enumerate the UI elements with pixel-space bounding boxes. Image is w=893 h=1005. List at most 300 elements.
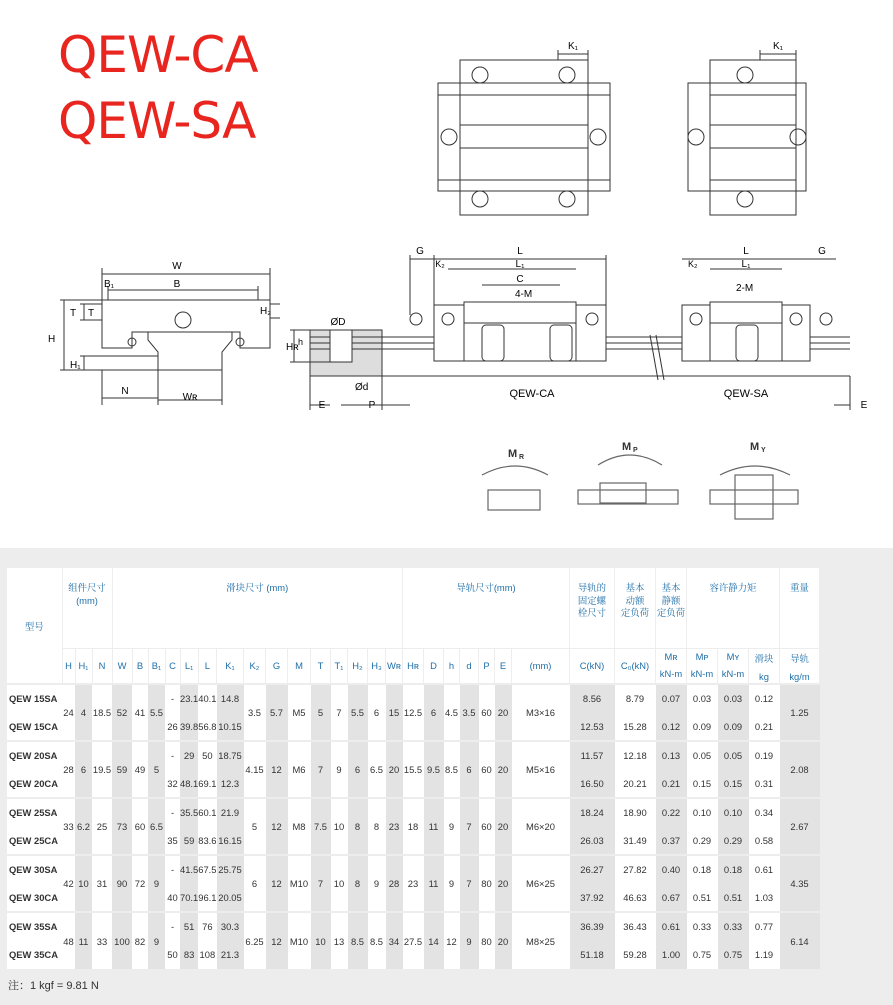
my-cell: 0.10 [718, 798, 749, 827]
subheader-15 [348, 648, 368, 684]
l-cell: 60.1 [198, 798, 216, 827]
mr-cell: 0.13 [656, 741, 687, 770]
m-cell: M10 [288, 912, 311, 969]
hr-cell: 18 [403, 798, 424, 855]
b1-cell: 6.5 [148, 798, 165, 855]
k1-cell: 12.3 [217, 770, 244, 799]
l-cell: 108 [198, 941, 216, 970]
block-weight-cell: 0.58 [749, 827, 780, 856]
t-cell: 5 [311, 684, 331, 741]
k2-label-sa: K₂ [688, 259, 698, 269]
small-d-label: Ød [355, 382, 369, 393]
subheader-label: E [499, 660, 507, 672]
my-sub: Y [761, 447, 766, 454]
top-view-drawing [430, 35, 820, 220]
weight-group-header: 重量 [780, 568, 820, 648]
g-label-ca: G [416, 246, 424, 257]
n-cell: 19.5 [92, 741, 112, 798]
h1-label: H₁ [70, 360, 81, 371]
subheader-label: h [448, 660, 455, 672]
block-weight-cell: 0.31 [749, 770, 780, 799]
b1-cell: 9 [148, 912, 165, 969]
model-cell: QEW 15CA [7, 713, 62, 742]
subheader-29 [718, 648, 749, 684]
k1-label-sa: K₁ [772, 41, 784, 52]
small-d-cell: 6 [460, 741, 479, 798]
b-cell: 72 [132, 855, 148, 912]
subheader-7 [180, 648, 198, 684]
subheader-4 [132, 648, 148, 684]
h1-cell: 11 [75, 912, 92, 969]
n-cell: 25 [92, 798, 112, 855]
l1-cell: 39.8 [180, 713, 198, 742]
k1-cell: 18.75 [217, 741, 244, 770]
g-cell: 5.7 [266, 684, 288, 741]
my-cell: 0.03 [718, 684, 749, 713]
small-h-cell: 9 [444, 798, 460, 855]
my-cell: 0.15 [718, 770, 749, 799]
my-cell: 0.29 [718, 827, 749, 856]
rail-weight-cell: 4.35 [780, 855, 820, 912]
subheader-label: B [136, 660, 144, 672]
unit-label: kN-m [659, 667, 683, 679]
block-weight-cell: 0.19 [749, 741, 780, 770]
my-cell: 0.09 [718, 713, 749, 742]
subheader-16 [368, 648, 386, 684]
mr-cell: 0.12 [656, 713, 687, 742]
g-cell: 12 [266, 912, 288, 969]
moment-group-header: 容许静力矩 [687, 568, 780, 648]
m-cell: M8 [288, 798, 311, 855]
c-label: C [516, 274, 524, 285]
w-cell: 90 [112, 855, 132, 912]
subheader-21 [460, 648, 479, 684]
subheader-18 [403, 648, 424, 684]
l-cell: 69.1 [198, 770, 216, 799]
model-cell: QEW 30CA [7, 884, 62, 913]
block-weight-cell: 0.34 [749, 798, 780, 827]
subheader-label: C [169, 660, 176, 672]
mp-cell: 0.33 [687, 912, 718, 941]
hr-cell: 15.5 [403, 741, 424, 798]
c-cell: 26 [165, 713, 180, 742]
g-cell: 12 [266, 855, 288, 912]
t-cell: 10 [311, 912, 331, 969]
my-cell: 0.75 [718, 941, 749, 970]
l1-cell: 48.1 [180, 770, 198, 799]
subheader-label: T [317, 660, 324, 672]
subheader-label: M [295, 660, 303, 672]
small-d-cell: 3.5 [460, 684, 479, 741]
mp-cell: 0.29 [687, 827, 718, 856]
k1-cell: 21.9 [217, 798, 244, 827]
w-cell: 52 [112, 684, 132, 741]
l1-cell: 23.1 [180, 684, 198, 713]
block-weight-cell: 0.77 [749, 912, 780, 941]
e-cell: 20 [495, 684, 512, 741]
p-cell: 60 [479, 798, 495, 855]
p-cell: 80 [479, 912, 495, 969]
wr-cell: 23 [386, 798, 403, 855]
h3-cell: 6 [368, 684, 386, 741]
wr-cell: 20 [386, 741, 403, 798]
rail-group-header: 导轨尺寸(mm) [403, 568, 570, 648]
subheader-label: C₀(kN) [620, 660, 650, 672]
subheader-label: H [65, 660, 72, 672]
static-load-cell: 59.28 [615, 941, 656, 970]
rail-weight-cell: 6.14 [780, 912, 820, 969]
l-label-ca: L [517, 246, 523, 257]
mr-cell: 0.22 [656, 798, 687, 827]
e-cell: 20 [495, 798, 512, 855]
block-group-header: 滑块尺寸 (mm) [112, 568, 403, 648]
model-cell: QEW 25SA [7, 798, 62, 827]
bolt-cell: M5×16 [512, 741, 570, 798]
e-cell: 20 [495, 855, 512, 912]
h1-cell: 6 [75, 741, 92, 798]
small-d-cell: 7 [460, 798, 479, 855]
qew-sa-label: QEW-SA [723, 388, 769, 400]
mr-cell: 0.21 [656, 770, 687, 799]
subheader-label: Wʀ [387, 660, 401, 672]
subheader-31 [780, 648, 820, 684]
n-cell: 18.5 [92, 684, 112, 741]
d-cell: 11 [424, 798, 444, 855]
l1-cell: 41.5 [180, 855, 198, 884]
subheader-13 [311, 648, 331, 684]
my-cell: 0.51 [718, 884, 749, 913]
table-row [7, 798, 820, 827]
model-cell: QEW 20CA [7, 770, 62, 799]
l-cell: 76 [198, 912, 216, 941]
bolt-cell: M8×25 [512, 912, 570, 969]
t1-label: T [88, 308, 95, 319]
k2-cell: 6 [244, 855, 266, 912]
k2-cell: 5 [244, 798, 266, 855]
subheader-5 [148, 648, 165, 684]
k1-cell: 20.05 [217, 884, 244, 913]
dynamic-load-cell: 51.18 [570, 941, 615, 970]
wr-label: Wʀ [182, 392, 198, 403]
mr-cell: 0.61 [656, 912, 687, 941]
small-h-cell: 9 [444, 855, 460, 912]
h2-cell: 6 [348, 741, 368, 798]
static-load-cell: 46.63 [615, 884, 656, 913]
l1-cell: 35.5 [180, 798, 198, 827]
b-label: B [173, 279, 181, 290]
hr-cell: 23 [403, 855, 424, 912]
small-d-cell: 9 [460, 912, 479, 969]
l1-cell: 29 [180, 741, 198, 770]
h-label: H [48, 334, 56, 345]
subheader-label: H₂ [352, 660, 363, 672]
w-cell: 73 [112, 798, 132, 855]
static-load-cell: 12.18 [615, 741, 656, 770]
mr-cell: 0.37 [656, 827, 687, 856]
static-load-cell: 27.82 [615, 855, 656, 884]
hr-cell: 27.5 [403, 912, 424, 969]
e-label-ca: E [318, 400, 326, 411]
subheader-label: B₁ [151, 660, 162, 672]
e-cell: 20 [495, 741, 512, 798]
dynamic-load-cell: 8.56 [570, 684, 615, 713]
footnote: 注：1 kgf = 9.81 N [8, 980, 99, 992]
h1-cell: 4 [75, 684, 92, 741]
t-cell: 7.5 [311, 798, 331, 855]
subheader-label: T₁ [334, 660, 344, 672]
c-cell: 35 [165, 827, 180, 856]
h-cell: 28 [62, 741, 75, 798]
my-cell: 0.33 [718, 912, 749, 941]
d-cell: 6 [424, 684, 444, 741]
subheader-label: L₁ [184, 660, 194, 672]
e-cell: 20 [495, 912, 512, 969]
b-cell: 82 [132, 912, 148, 969]
subheader-11 [266, 648, 288, 684]
h-cell: 48 [62, 912, 75, 969]
model-cell: QEW 35CA [7, 941, 62, 970]
subheader-17 [386, 648, 403, 684]
c-cell: - [165, 741, 180, 770]
b-cell: 60 [132, 798, 148, 855]
l1-label-ca: L₁ [515, 259, 525, 270]
h3-cell: 9 [368, 855, 386, 912]
mp-cell: 0.09 [687, 713, 718, 742]
subheader-0 [62, 648, 75, 684]
model-cell: QEW 25CA [7, 827, 62, 856]
l-cell: 56.8 [198, 713, 216, 742]
h-cell: 42 [62, 855, 75, 912]
table-row [7, 855, 820, 884]
h2-cell: 8.5 [348, 912, 368, 969]
subheader-label: G [272, 660, 281, 672]
mp-cell: 0.10 [687, 798, 718, 827]
bolt-cell: M3×16 [512, 684, 570, 741]
block-weight-cell: 0.21 [749, 713, 780, 742]
subheader-label: Mʏ [726, 650, 740, 662]
w-cell: 59 [112, 741, 132, 798]
g-cell: 12 [266, 798, 288, 855]
assembly-group-header: 组件尺寸 (mm) [62, 568, 112, 648]
g-cell: 12 [266, 741, 288, 798]
l-cell: 67.5 [198, 855, 216, 884]
subheader-1 [75, 648, 92, 684]
dynamic-load-cell: 18.24 [570, 798, 615, 827]
subheader-label: D [430, 660, 437, 672]
product-title-ca: QEW-CA [58, 26, 258, 84]
4m-label: 4-M [515, 289, 533, 300]
subheader-20 [444, 648, 460, 684]
spec-table [7, 568, 820, 969]
subheader-19 [424, 648, 444, 684]
c-cell: 32 [165, 770, 180, 799]
mr-sub: R [519, 454, 525, 461]
subheader-label: 导轨 [790, 652, 809, 664]
m-cell: M10 [288, 855, 311, 912]
mr-cell: 0.07 [656, 684, 687, 713]
small-h-cell: 8.5 [444, 741, 460, 798]
mr-cell: 0.67 [656, 884, 687, 913]
subheader-2 [92, 648, 112, 684]
subheader-12 [288, 648, 311, 684]
block-weight-cell: 1.19 [749, 941, 780, 970]
h1-cell: 6.2 [75, 798, 92, 855]
subheader-label: P [483, 660, 490, 672]
subheader-label: H₁ [78, 660, 89, 672]
b1-cell: 5 [148, 741, 165, 798]
subheader-10 [244, 648, 266, 684]
mp-label: M [622, 441, 632, 453]
h2-cell: 8 [348, 855, 368, 912]
t1-cell: 13 [331, 912, 348, 969]
t-label: T [70, 308, 77, 319]
unit-label: kN-m [721, 667, 745, 679]
wr-cell: 15 [386, 684, 403, 741]
l-cell: 40.1 [198, 684, 216, 713]
subheader-6 [165, 648, 180, 684]
table-row [7, 741, 820, 770]
k2-cell: 4.15 [244, 741, 266, 798]
t1-cell: 10 [331, 798, 348, 855]
c-cell: - [165, 855, 180, 884]
h3-cell: 6.5 [368, 741, 386, 798]
b1-label: B₁ [104, 279, 115, 290]
mr-cell: 0.40 [656, 855, 687, 884]
subheader-label: d [466, 660, 472, 672]
l-cell: 50 [198, 741, 216, 770]
side-view-drawing [270, 245, 880, 415]
subheader-label: C(kN) [579, 660, 605, 672]
static-load-cell: 31.49 [615, 827, 656, 856]
l1-cell: 83 [180, 941, 198, 970]
k1-cell: 21.3 [217, 941, 244, 970]
subheader-label: Hʀ [407, 660, 419, 672]
my-label: M [750, 441, 760, 453]
l-cell: 83.6 [198, 827, 216, 856]
d-cell: 14 [424, 912, 444, 969]
mr-label: M [508, 448, 518, 460]
k1-cell: 25.75 [217, 855, 244, 884]
k2-cell: 6.25 [244, 912, 266, 969]
l1-cell: 59 [180, 827, 198, 856]
dynamic-load-cell: 26.27 [570, 855, 615, 884]
l1-label-sa: L₁ [741, 259, 751, 270]
mp-cell: 0.03 [687, 684, 718, 713]
mp-cell: 0.18 [687, 855, 718, 884]
d-cell: 11 [424, 855, 444, 912]
k1-cell: 30.3 [217, 912, 244, 941]
h2-cell: 8 [348, 798, 368, 855]
model-header: 型号 [7, 568, 62, 684]
c-cell: - [165, 684, 180, 713]
unit-label: kN-m [690, 667, 714, 679]
bolt-group-header: 导轨的 固定螺 栓尺寸 [570, 568, 615, 648]
l1-cell: 70.1 [180, 884, 198, 913]
k2-cell: 3.5 [244, 684, 266, 741]
n-cell: 31 [92, 855, 112, 912]
t1-cell: 10 [331, 855, 348, 912]
rail-weight-cell: 2.67 [780, 798, 820, 855]
t1-cell: 9 [331, 741, 348, 798]
subheader-label: L [204, 660, 210, 672]
subheader-9 [217, 648, 244, 684]
h2-label: H₂ [260, 306, 272, 317]
small-d-cell: 7 [460, 855, 479, 912]
small-h-cell: 12 [444, 912, 460, 969]
subheader-26 [615, 648, 656, 684]
model-cell: QEW 35SA [7, 912, 62, 941]
dynamic-load-cell: 37.92 [570, 884, 615, 913]
p-cell: 80 [479, 855, 495, 912]
od-label: ØD [330, 317, 346, 328]
mp-sub: P [633, 447, 638, 454]
subheader-label: Mʀ [664, 650, 678, 662]
rail-weight-cell: 2.08 [780, 741, 820, 798]
bolt-cell: M6×20 [512, 798, 570, 855]
w-cell: 100 [112, 912, 132, 969]
subheader-label: (mm) [529, 660, 552, 672]
l-cell: 96.1 [198, 884, 216, 913]
block-weight-cell: 0.12 [749, 684, 780, 713]
subheader-label: 滑块 [754, 652, 774, 664]
dynamic-load-cell: 36.39 [570, 912, 615, 941]
subheader-27 [656, 648, 687, 684]
subheader-28 [687, 648, 718, 684]
static-load-cell: 15.28 [615, 713, 656, 742]
h3-cell: 8 [368, 798, 386, 855]
dynamic-load-cell: 12.53 [570, 713, 615, 742]
unit-label: kg [759, 670, 769, 682]
h-cell: 24 [62, 684, 75, 741]
product-title-sa: QEW-SA [58, 92, 256, 150]
t1-cell: 7 [331, 684, 348, 741]
w-label: W [172, 261, 182, 272]
subheader-25 [570, 648, 615, 684]
subheader-3 [112, 648, 132, 684]
h1-cell: 10 [75, 855, 92, 912]
c-cell: 40 [165, 884, 180, 913]
moment-diagrams [470, 435, 830, 535]
subheader-22 [479, 648, 495, 684]
mp-cell: 0.51 [687, 884, 718, 913]
unit-label: kg/m [789, 670, 810, 682]
g-label-sa: G [818, 246, 826, 257]
k1-cell: 14.8 [217, 684, 244, 713]
rail-weight-cell: 1.25 [780, 684, 820, 741]
dynamic-load-cell: 16.50 [570, 770, 615, 799]
subheader-label: K₁ [225, 660, 235, 672]
c-cell: - [165, 912, 180, 941]
m-cell: M6 [288, 741, 311, 798]
subheader-label: N [98, 660, 106, 672]
model-cell: QEW 30SA [7, 855, 62, 884]
k2-label-ca: K₂ [435, 259, 445, 269]
static-load-cell: 18.90 [615, 798, 656, 827]
p-cell: 60 [479, 741, 495, 798]
static-load-cell: 36.43 [615, 912, 656, 941]
cross-section-drawing [40, 260, 280, 410]
subheader-label: W [117, 660, 127, 672]
k1-label-ca: K₁ [567, 41, 579, 52]
small-h-label: h [298, 337, 304, 347]
n-label: N [121, 386, 129, 397]
dynamic-load-cell: 11.57 [570, 741, 615, 770]
table-row [7, 912, 820, 941]
l1-cell: 51 [180, 912, 198, 941]
model-cell: QEW 15SA [7, 684, 62, 713]
dynamic-load-header: 基本 动额 定负荷 [615, 568, 656, 648]
my-cell: 0.05 [718, 741, 749, 770]
